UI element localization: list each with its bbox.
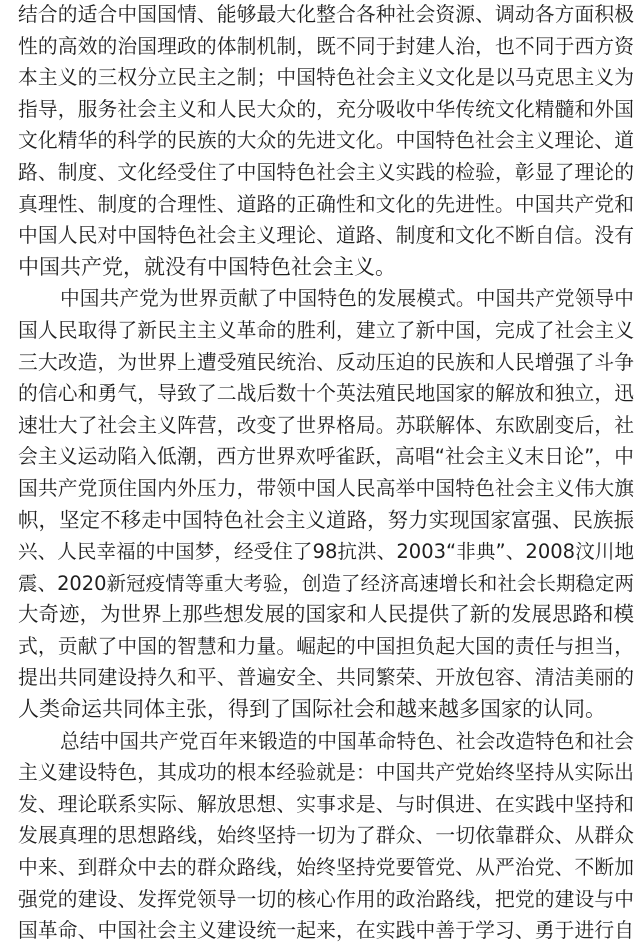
paragraph-line: 国共产党顶住国内外压力，带领中国人民高举中国特色社会主义伟大旗 — [18, 476, 634, 500]
paragraph-line: 中国共产党，就没有中国特色社会主义。 — [18, 254, 396, 279]
paragraph-line: 结合的适合中国国情、能够最大化整合各种社会资源、调动各方面积极 — [18, 3, 634, 26]
paragraph-line: 强党的建设、发挥党领导一切的核心作用的政治路线，把党的建设与中 — [18, 887, 634, 911]
paragraph-line: 会主义运动陷入低潮，西方世界欢呼雀跃，高唱“社会主义末日论”，中 — [18, 445, 634, 469]
paragraph-line: 文化精华的科学的民族的大众的先进文化。中国特色社会主义理论、道 — [18, 129, 634, 153]
paragraph-line: 总结中国共产党百年来锻造的中国革命特色、社会改造特色和社会 — [60, 729, 634, 753]
paragraph-line: 式，贡献了中国的智慧和力量。崛起的中国担负起大国的责任与担当， — [18, 634, 634, 658]
paragraph-line: 中来、到群众中去的群众路线，始终坚持党要管党、从严治党、不断加 — [18, 856, 634, 880]
paragraph-line: 帜，坚定不移走中国特色社会主义道路，努力实现国家富强、民族振 — [18, 507, 634, 532]
paragraph-line: 速壮大了社会主义阵营，改变了世界格局。苏联解体、东欧剧变后，社 — [18, 413, 634, 437]
paragraph-line: 发展真理的思想路线，始终坚持一切为了群众、一切依靠群众、从群众 — [18, 824, 634, 848]
paragraph-line: 的信心和勇气，导致了二战后数十个英法殖民地国家的解放和独立，迅 — [18, 382, 634, 406]
paragraph-line: 中国共产党为世界贡献了中国特色的发展模式。中国共产党领导中 — [60, 287, 634, 311]
paragraph-2 — [18, 283, 634, 725]
paragraph-line: 兴、人民幸福的中国梦，经受住了98抗洪、2003“非典”、2008汶川地 — [18, 540, 634, 564]
paragraph-1 — [18, 0, 634, 283]
paragraph-line: 中国人民对中国特色社会主义理论、道路、制度和文化不断自信。没有 — [18, 224, 634, 248]
paragraph-line: 大奇迹，为世界上那些想发展的国家和人民提供了新的发展思路和模 — [18, 602, 634, 627]
paragraph-line: 震、2020新冠疫情等重大考验，创造了经济高速增长和社会长期稳定两 — [18, 571, 634, 595]
paragraph-line: 提出共同建设持久和平、普遍安全、共同繁荣、开放包容、清洁美丽的 — [18, 666, 634, 690]
paragraph-line: 主义建设特色，其成功的根本经验就是：中国共产党始终坚持从实际出 — [18, 761, 634, 785]
paragraph-line: 国人民取得了新民主主义革命的胜利，建立了新中国，完成了社会主义 — [18, 318, 634, 342]
paragraph-line: 发、理论联系实际、解放思想、实事求是、与时俱进、在实践中坚持和 — [18, 792, 634, 816]
paragraph-line: 本主义的三权分立民主之制；中国特色社会主义文化是以马克思主义为 — [18, 66, 634, 90]
paragraph-line: 国革命、中国社会主义建设统一起来，在实践中善于学习、勇于进行自 — [18, 919, 634, 943]
paragraph-line: 指导，服务社会主义和人民大众的，充分吸收中华传统文化精髓和外国 — [18, 97, 634, 121]
paragraph-line: 性的高效的治国理政的体制机制，既不同于封建人治，也不同于西方资 — [18, 34, 634, 58]
paragraph-line: 真理性、制度的合理性、道路的正确性和文化的先进性。中国共产党和 — [18, 192, 634, 216]
paragraph-line: 路、制度、文化经受住了中国特色社会主义实践的检验，彰显了理论的 — [18, 160, 634, 184]
paragraph-3 — [18, 726, 634, 947]
paragraph-line: 人类命运共同体主张，得到了国际社会和越来越多国家的认同。 — [18, 697, 606, 722]
paragraph-line: 三大改造，为世界上遭受殖民统治、反动压迫的民族和人民增强了斗争 — [18, 350, 634, 374]
